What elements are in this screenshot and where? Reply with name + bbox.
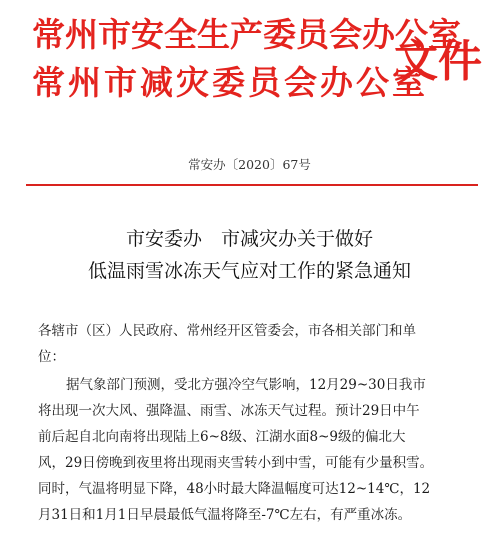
document-title-line-1: 市安委办 市减灾办关于做好 (125, 228, 373, 250)
red-letterhead (14, 8, 484, 112)
document-number: 常安办〔2020〕67号 (188, 157, 311, 172)
paragraph-line: 将出现一次大风、强降温、雨雪、冰冻天气过程。预计29日中午 (38, 403, 420, 419)
red-divider-rule (26, 184, 478, 186)
addressee-line: 各辖市（区）人民政府、常州经开区管委会，市各相关部门和单 (38, 323, 416, 339)
letterhead-issuer-2: 常州市减灾委员会办公室 (32, 63, 428, 102)
letterhead-issuer-1: 常州市安全生产委员会办公室 (32, 15, 461, 54)
document-title-line-2: 低温雨雪冰冻天气应对工作的紧急通知 (87, 260, 411, 282)
addressee-line: 位： (38, 349, 65, 365)
paragraph-line: 风，29日傍晚到夜里将出现雨夹雪转小到中雪，可能有少量积雪。 (38, 455, 434, 471)
addressee (38, 318, 472, 370)
body-paragraph (38, 372, 472, 528)
paragraph-line: 同时，气温将明显下降，48小时最大降温幅度可达12~14℃，12 (38, 481, 431, 497)
paragraph-line: 月31日和1月1日早晨最低气温将降至-7℃左右，有严重冰冻。 (38, 507, 412, 523)
letterhead-suffix: 文件 (394, 36, 482, 87)
paragraph-line: 据气象部门预测，受北方强冷空气影响，12月29~30日我市 (66, 377, 426, 393)
paragraph-line: 前后起自北向南将出现陆上6~8级、江湖水面8~9级的偏北大 (38, 429, 406, 445)
